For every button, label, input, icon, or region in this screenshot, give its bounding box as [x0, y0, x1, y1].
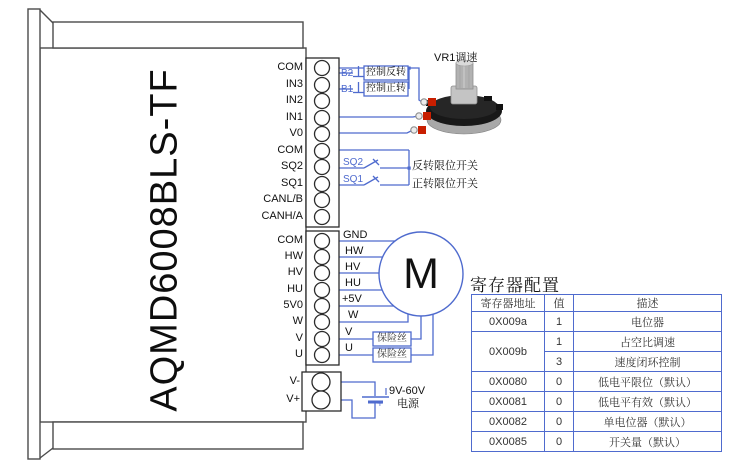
- register-value: 1: [545, 332, 574, 352]
- terminal-label: IN3: [285, 78, 303, 90]
- terminal-label: 5V0: [283, 299, 303, 311]
- register-value: 0: [545, 392, 574, 412]
- terminal-label: COM: [277, 144, 303, 156]
- register-addr: 0X0081: [472, 392, 545, 412]
- register-row: [472, 392, 722, 412]
- potentiometer-image: [411, 60, 503, 134]
- battery-plus-sign: +: [377, 399, 383, 410]
- register-desc: 速度闭环控制: [574, 352, 722, 372]
- register-desc: 低电平限位（默认）: [574, 372, 722, 392]
- wire-label-5v: +5V: [342, 293, 362, 305]
- register-desc: 低电平有效（默认）: [574, 392, 722, 412]
- terminal-label: COM: [277, 234, 303, 246]
- terminal-label: U: [295, 348, 303, 360]
- terminal-label: SQ2: [280, 160, 303, 172]
- register-table: [471, 294, 722, 452]
- wire-label-w: W: [348, 309, 359, 321]
- col-header-value: 值: [545, 295, 574, 312]
- driver-bottom-flange: [53, 422, 303, 449]
- flange-edge: [40, 10, 53, 23]
- button-b2-label: B2: [341, 68, 354, 79]
- terminal-label: V-: [289, 375, 300, 387]
- terminal-label: HU: [287, 283, 303, 295]
- power-label: 电源: [397, 398, 419, 410]
- register-desc: 占空比调速: [574, 332, 722, 352]
- register-value: 1: [545, 312, 574, 332]
- vr1-label: VR1调速: [434, 52, 478, 64]
- button-b1-label: B1: [341, 84, 354, 95]
- register-row: [472, 372, 722, 392]
- terminal-label: IN2: [285, 94, 303, 106]
- terminal-label: SQ1: [280, 177, 303, 189]
- wire-label-hv: HV: [345, 261, 361, 273]
- terminal-label: IN1: [285, 111, 303, 123]
- register-value: 0: [545, 372, 574, 392]
- register-desc: 开关量（默认）: [574, 432, 722, 452]
- terminal-label: V+: [286, 393, 300, 405]
- switch-sq2-desc: 反转限位开关: [412, 160, 478, 172]
- switch-sq1-label: SQ1: [343, 174, 364, 185]
- wire-label-hu: HU: [345, 277, 361, 289]
- register-desc: 单电位器（默认）: [574, 412, 722, 432]
- terminal-label: V: [295, 332, 303, 344]
- flange-edge: [40, 448, 53, 458]
- register-value: 0: [545, 412, 574, 432]
- fuse-label: 保险丝: [377, 349, 407, 360]
- register-addr: 0X0085: [472, 432, 545, 452]
- fuse-label: 保险丝: [377, 333, 407, 344]
- driver-side-plate: [28, 9, 40, 459]
- terminal-label: CANL/B: [263, 193, 303, 205]
- register-table-header: [472, 295, 722, 312]
- col-header-address: 寄存器地址: [472, 295, 545, 312]
- terminal-label: HW: [284, 250, 303, 262]
- driver-top-flange: [53, 22, 303, 48]
- register-desc: 电位器: [574, 312, 722, 332]
- power-voltage: 9V-60V: [389, 385, 426, 397]
- register-value: 3: [545, 352, 574, 372]
- register-row: [472, 312, 722, 332]
- button-b1-desc: 控制正转: [366, 83, 406, 94]
- wire-label-v: V: [345, 326, 353, 338]
- register-addr: 0X0080: [472, 372, 545, 392]
- register-row: [472, 332, 722, 352]
- switch-sq1-desc: 正转限位开关: [412, 178, 478, 190]
- motor-symbol: M: [403, 250, 439, 298]
- col-header-desc: 描述: [574, 295, 722, 312]
- wire-label-hw: HW: [345, 245, 364, 257]
- register-addr: 0X009a: [472, 312, 545, 332]
- register-value: 0: [545, 432, 574, 452]
- terminal-label: W: [292, 315, 303, 327]
- button-b2-desc: 控制反转: [366, 67, 406, 78]
- register-addr: 0X0082: [472, 412, 545, 432]
- terminal-label: COM: [277, 61, 303, 73]
- switch-sq2-label: SQ2: [343, 157, 364, 168]
- register-addr: 0X009b: [472, 332, 545, 372]
- register-row: [472, 432, 722, 452]
- wire-label-gnd: GND: [343, 229, 368, 241]
- wire-label-u: U: [345, 342, 353, 354]
- terminal-label: CANH/A: [261, 210, 303, 222]
- terminal-label: HV: [287, 266, 303, 278]
- device-model-label: AQMD6008BLS-TF: [143, 68, 186, 412]
- terminal-blocks: [302, 58, 341, 411]
- register-row: [472, 412, 722, 432]
- register-table-title: 寄存器配置: [470, 276, 560, 295]
- terminal-label: V0: [289, 127, 303, 139]
